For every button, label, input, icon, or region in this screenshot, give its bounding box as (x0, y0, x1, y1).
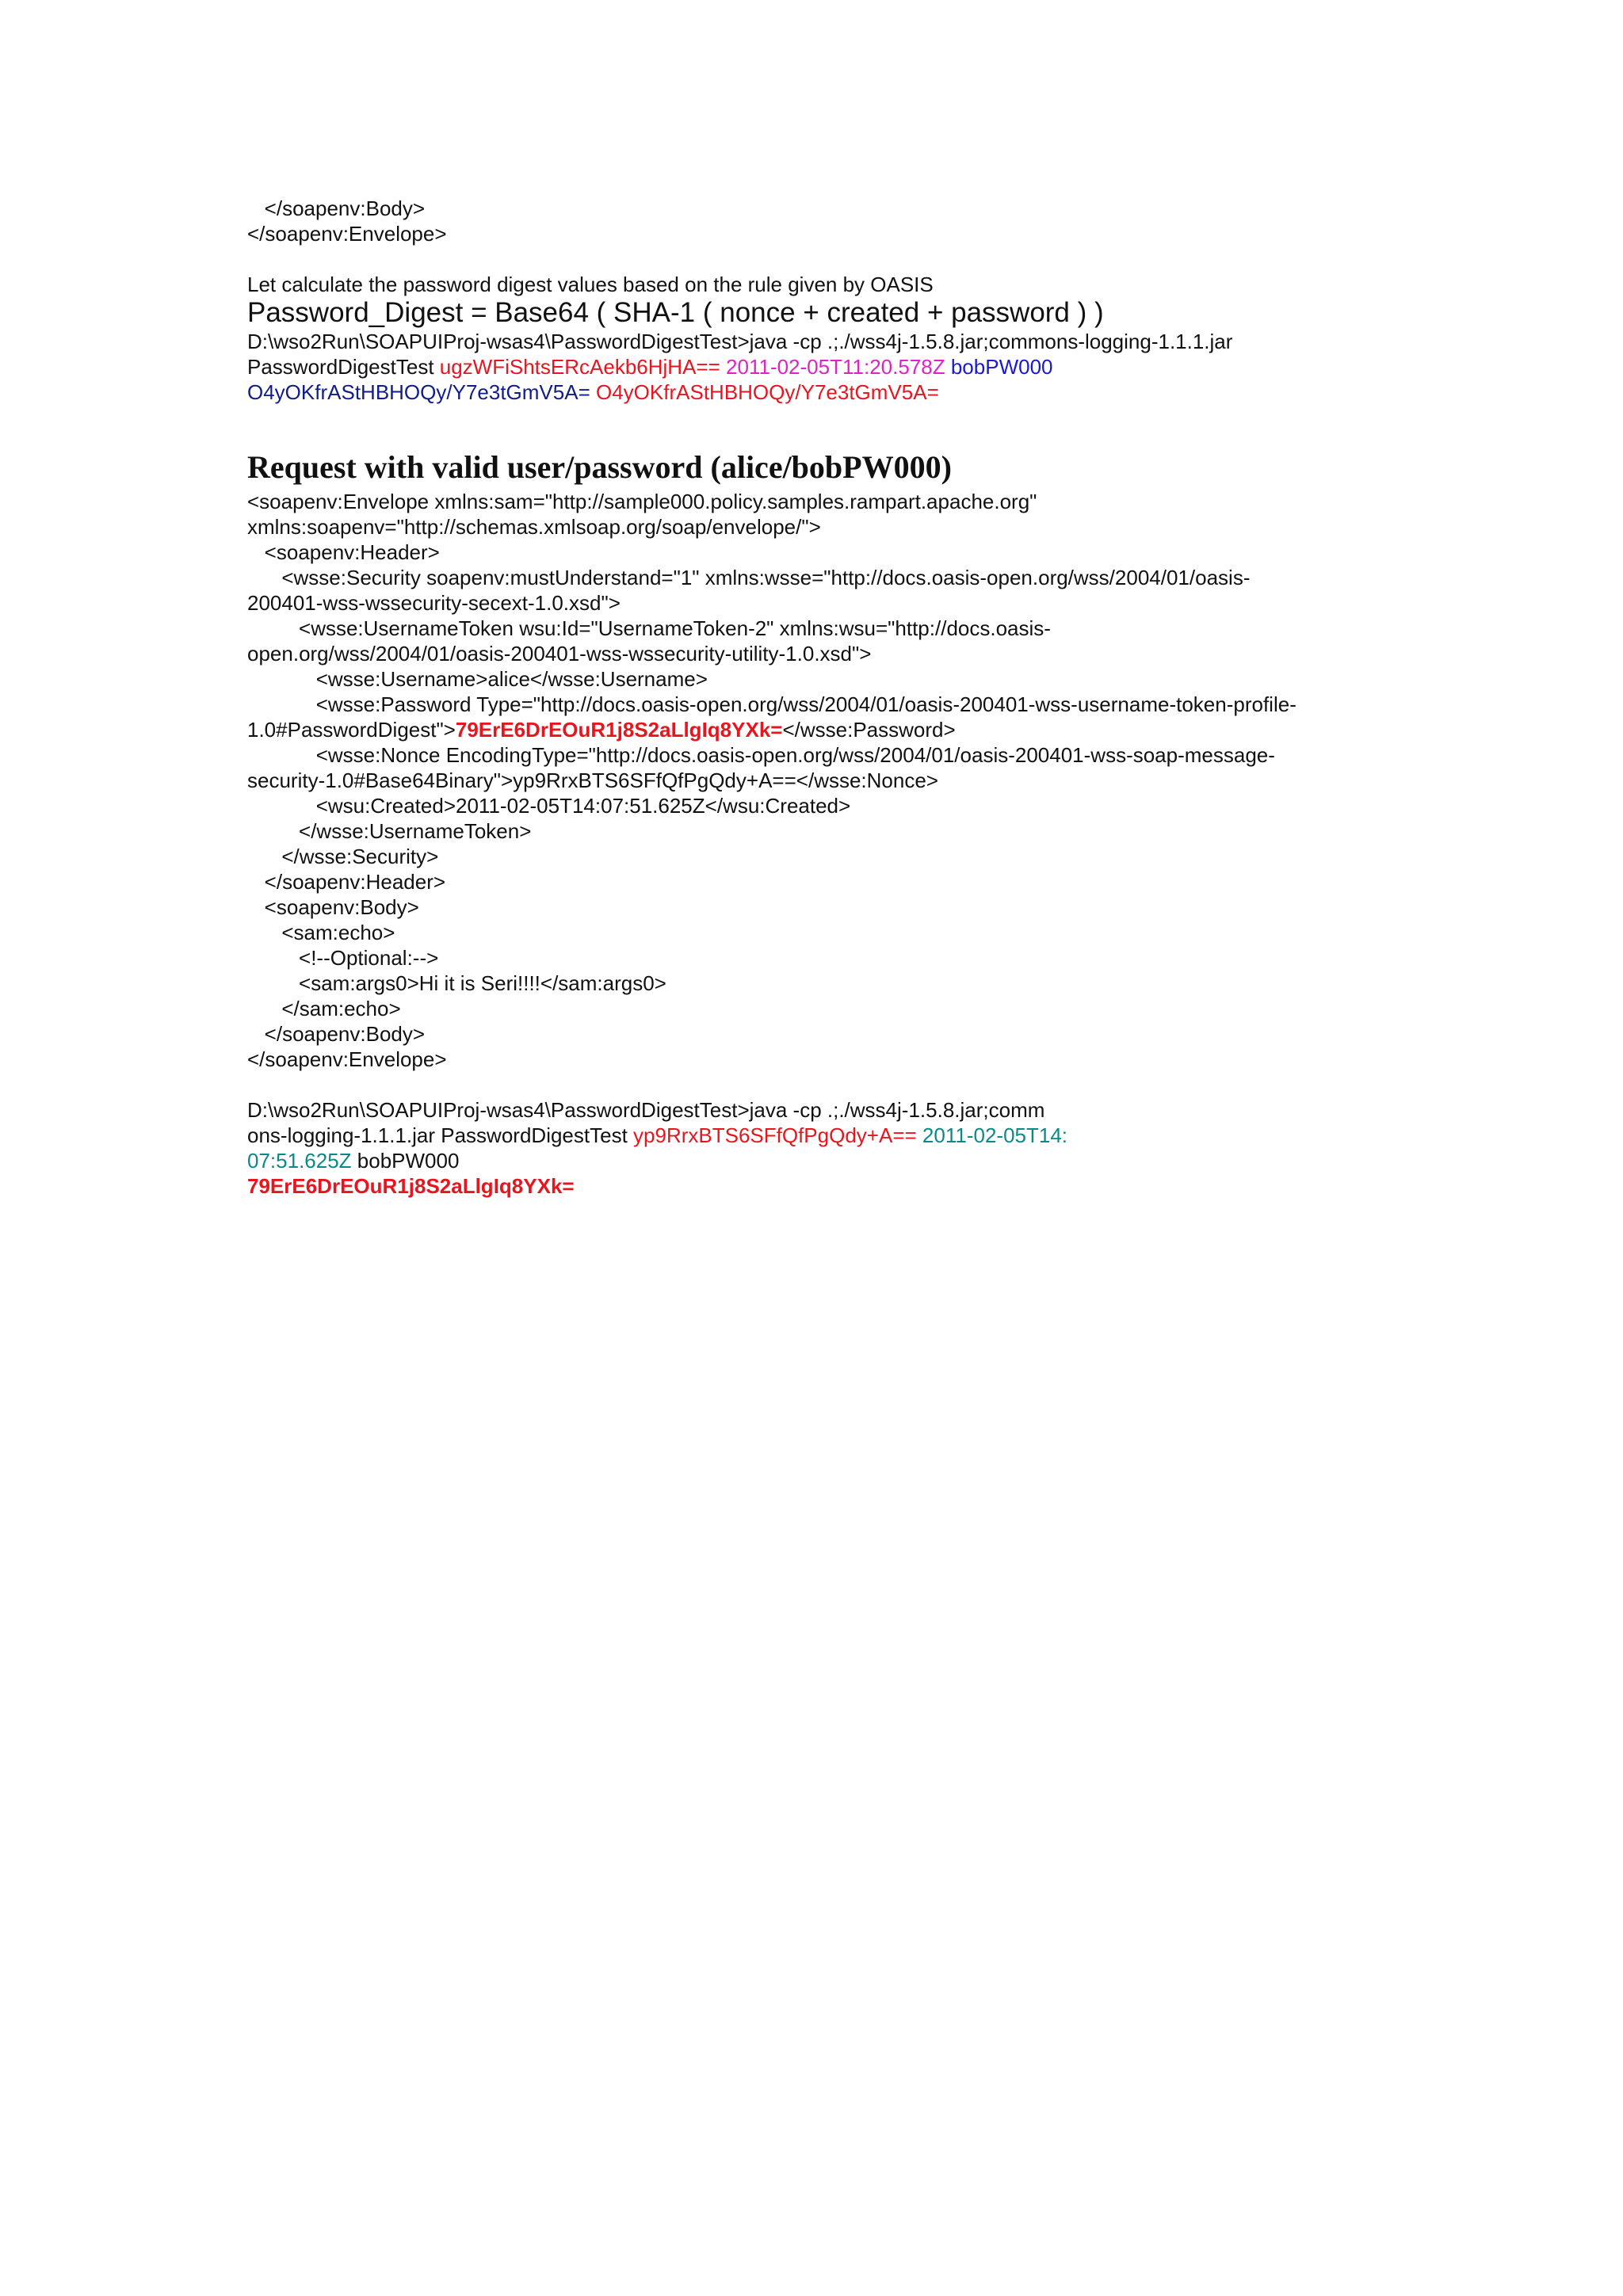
xml-line: <wsse:Username>alice</wsse:Username> (247, 667, 708, 691)
document-page (247, 196, 1436, 1199)
xml-line: </soapenv:Body> (247, 196, 426, 220)
xml-line: <wsse:Nonce EncodingType="http://docs.oasis-open.org/wss/2004/01/oasis-200401-wss-soap-message- (247, 743, 1275, 767)
xml-line: <!--Optional:--> (247, 946, 439, 970)
xml-line: open.org/wss/2004/01/oasis-200401-wss-wssecurity-utility-1.0.xsd"> (247, 642, 872, 666)
command-line: D:\wso2Run\SOAPUIProj-wsas4\PasswordDigestTest>java -cp .;./wss4j-1.5.8.jar;commons-logging-1.1.1.jar (247, 330, 1233, 353)
digest-value: O4yOKfrAStHBHOQy/Y7e3tGmV5A= (596, 380, 939, 404)
xml-line: 200401-wss-wssecurity-secext-1.0.xsd"> (247, 591, 621, 615)
command-args (247, 1123, 1436, 1148)
xml-line: <wsse:UsernameToken wsu:Id="UsernameToken-2" xmlns:wsu="http://docs.oasis- (247, 616, 1051, 640)
nonce-value: ugzWFiShtsERcAekb6HjHA== (439, 355, 720, 379)
created-value: 2011-02-05T11:20.578Z (726, 355, 945, 379)
calc-intro: Let calculate the password digest values based on the rule given by OASIS (247, 273, 934, 296)
xml-line: </soapenv:Body> (247, 1022, 426, 1046)
command-prefix: PasswordDigestTest (247, 355, 440, 379)
xml-line: </wsse:Security> (247, 845, 439, 868)
xml-line: </wsse:UsernameToken> (247, 819, 532, 843)
created-value: 2011-02-05T14: (922, 1123, 1068, 1147)
xml-line: <soapenv:Envelope xmlns:sam="http://sample000.policy.samples.rampart.apache.org" (247, 490, 1037, 513)
xml-line: </soapenv:Envelope> (247, 1047, 447, 1071)
xml-line: </sam:echo> (247, 997, 401, 1020)
command-args (247, 354, 1436, 379)
command-output-2 (247, 1097, 1436, 1199)
xml-fragment: </wsse:Password> (782, 718, 956, 742)
xml-line: <soapenv:Header> (247, 540, 440, 564)
xml-line: </soapenv:Header> (247, 870, 446, 894)
password-value: bobPW000 (950, 355, 1053, 379)
password-value: bobPW000 (351, 1149, 460, 1173)
command-prefix: ons-logging-1.1.1.jar PasswordDigestTest (247, 1123, 634, 1147)
digest-value: O4yOKfrAStHBHOQy/Y7e3tGmV5A= (247, 380, 590, 404)
password-digest-value: 79ErE6DrEOuR1j8S2aLlgIq8YXk= (455, 718, 783, 742)
command-line: D:\wso2Run\SOAPUIProj-wsas4\PasswordDigestTest>java -cp .;./wss4j-1.5.8.jar;comm (247, 1098, 1045, 1122)
digest-result: 79ErE6DrEOuR1j8S2aLlgIq8YXk= (247, 1174, 575, 1198)
digest-calculation (247, 272, 1436, 405)
xml-line: <wsse:Password Type="http://docs.oasis-open.org/wss/2004/01/oasis-200401-wss-username-token-profile- (247, 692, 1296, 716)
xml-password-line (247, 717, 1436, 742)
xml-line: <sam:args0>Hi it is Seri!!!!</sam:args0> (247, 971, 666, 995)
xml-line: security-1.0#Base64Binary">yp9RrxBTS6SFfQfPgQdy+A==</wsse:Nonce> (247, 769, 938, 792)
xml-line: </soapenv:Envelope> (247, 222, 447, 246)
digest-formula: Password_Digest = Base64 ( SHA-1 ( nonce + created + password ) ) (247, 297, 1104, 328)
xml-line: <sam:echo> (247, 921, 395, 944)
xml-line: <wsu:Created>2011-02-05T14:07:51.625Z</wsu:Created> (247, 794, 851, 818)
xml-line: xmlns:soapenv="http://schemas.xmlsoap.org/soap/envelope/"> (247, 515, 821, 539)
section-heading: Request with valid user/password (alice/bobPW000) (247, 449, 952, 485)
xml-line: <soapenv:Body> (247, 895, 419, 919)
xml-line: <wsse:Security soapenv:mustUnderstand="1" xmlns:wsse="http://docs.oasis-open.org/wss/2004/01/oasis- (247, 566, 1251, 589)
digest-output (247, 379, 1436, 405)
request-section (247, 449, 1436, 1072)
xml-fragment: 1.0#PasswordDigest"> (247, 718, 456, 742)
created-value: 07:51.625Z (247, 1149, 352, 1173)
top-xml-block (247, 196, 1436, 246)
nonce-value: yp9RrxBTS6SFfQfPgQdy+A== (633, 1123, 917, 1147)
command-args (247, 1148, 1436, 1173)
